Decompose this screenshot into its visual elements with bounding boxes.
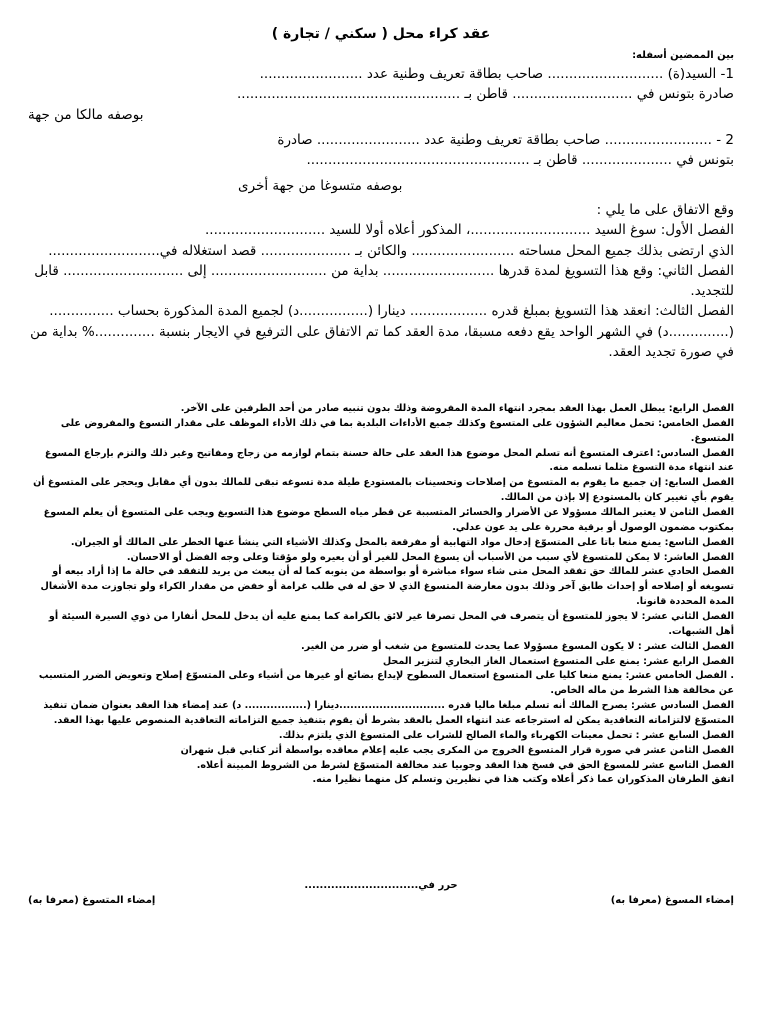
clause-19: الفصل التاسع عشر للمسوغ الحق في فسخ هذا العقد وجوبيا عند مخالفة المتسوّغ لشرط من الشروط المبينة أعلاه. bbox=[196, 759, 734, 771]
contract-page bbox=[28, 0, 734, 1024]
party2-line1: 2 - ......................... صاحب بطاقة تعريف وطنية عدد ........................ صادرة bbox=[277, 132, 734, 148]
party2-line2: بتونس في ..................... قاطن بـ .................................................... bbox=[306, 152, 734, 169]
signature-footer bbox=[28, 880, 734, 906]
clause-1-cont: الذي ارتضى بذلك جميع المحل مساحته ........................ والكائن بـ ..................... قصد استغلاله في.......................... bbox=[48, 242, 734, 259]
main-clauses bbox=[28, 200, 734, 362]
party1-role: بوصفه مالكا من جهة bbox=[28, 106, 144, 123]
clause-3: الفصل الثالث: انعقد هذا التسويغ بمبلغ قدره .................. دينارا (................د) لجميع المدة المذكورة بحساب ............... (..............د) في الشهر الواحد يقع دفعه مسبقا، مدة العقد كما تم الاتفاق على الترفيع في الايجار بنسبة ..............% بداية من في صورة تجديد العقد. bbox=[30, 303, 734, 360]
agreement-intro: وقع الاتفاق على ما يلي : bbox=[596, 202, 734, 218]
clause-4: الفصل الرابع: يبطل العمل بهذا العقد بمجرد انتهاء المدة المفروضة وذلك بدون تنبيه صادر من أحد الطرفين على الآخر. bbox=[180, 403, 734, 414]
signatures-row bbox=[28, 895, 734, 906]
party1-block bbox=[28, 64, 734, 125]
tenant-signature-label: إمضاء المتسوغ (معرفا به) bbox=[28, 895, 156, 906]
clause-8: الفصل الثامن لا يعتبر المالك مسؤولا عن الأضرار والخسائر المتسببة عن قطر مياه السطح موضوع هذا التسويغ ويجب على المتسوغ أن يعلم المسوغ بمكتوب مضمون الوصول أو برقية محررة على يد عون عدلي. bbox=[43, 507, 734, 533]
clause-17: الفصل السابع عشر : تحمل معينات الكهرباء والماء الصالح للشراب على المتسوغ الذي يلتزم بذلك. bbox=[278, 729, 734, 741]
page-title: عقد كراء محل ( سكني / تجارة ) bbox=[271, 26, 491, 42]
clause-1: الفصل الأول: سوغ السيد ............................، المذكور أعلاه أولا للسيد ............................ bbox=[204, 222, 734, 239]
party2-role: بوصفه متسوغا من جهة أخرى bbox=[238, 178, 403, 194]
clause-15: . الفصل الخامس عشر: يمنع منعا كليا على المتسوغ استعمال السطوح لإيداع بضائع أو غيرها من أشياء وعلى المتسوّغ إصلاح وتعويض الضرر المتسبب عن مخالفة هذا الشرط من ماله الخاص. bbox=[38, 670, 734, 697]
clause-7: الفصل السابع: إن جميع ما يقوم به المتسوغ من إصلاحات وتحسينات بالمستودع طيلة مدة تسوغه تبقى للمالك بدون أي مقابل ويحجر على المتسوغ أن يقوم بأي تغيير كان بالمستودع إلا بإذن من المالك. bbox=[33, 477, 734, 504]
party2-role-block bbox=[28, 176, 734, 196]
clause-14: الفصل الرابع عشر: يمنع على المتسوغ استعمال الغاز البخاري لتنزير المحل bbox=[382, 655, 734, 667]
clause-5: الفصل الخامس: تحمل معاليم الشؤون على المتسوغ وكذلك جميع الأداءات البلدية بما في ذلك الأداء الموظف على مقدار التسوغ والمفروض على المتسوغ. bbox=[60, 417, 734, 444]
clause-11: الفصل الحادي عشر للمالك حق تفقد المحل متى شاء سواء مباشرة أو بواسطة من ينوبه كما له أن يبعث من يريد للتفقد في حالة ما إذا أراد بيعه أو تسويغه أو إصلاحه أو إحداث طابق آخر وذلك بدون معارضة المتسوغ الذي لا حق له في طلب غرامة أو خفض من مقدار الكراء ولو تجاوزت مدة الأشغال المدة المحددة قانونا. bbox=[40, 566, 734, 608]
lessor-signature-label: إمضاء المسوغ (معرفا به) bbox=[610, 895, 734, 906]
parties-intro: بين الممضين أسفله: bbox=[632, 50, 734, 61]
clause-6: الفصل السادس: اعترف المتسوغ أنه تسلم المحل موضوع هذا العقد على حالة حسنة بتمام لوازمه من زجاج ومفاتيح وغير ذلك والتزم بإرجاع المسوغ عند انتهاء مدة التسوغ مثلما تسلمه منه. bbox=[44, 447, 734, 474]
clause-9: الفصل التاسع: يمنع منعا باتا على المتسوّغ إدخال مواد التهابية أو مفرقعة بالمحل وكذلك الأشياء التي ينشأ عنها الخطر على المالك أو الجيران. bbox=[70, 536, 734, 548]
party1-line2: صادرة بتونس في ............................ قاطن بـ .................................................... bbox=[236, 86, 734, 103]
clause-18: الفصل الثامن عشر في صورة قرار المتسوغ الخروج من المكرى يجب عليه إعلام معاقده بواسطة أثر كتابي قبل شهران bbox=[180, 744, 734, 756]
party2-block bbox=[28, 130, 734, 171]
clause-13: الفصل الثالث عشر : لا يكون المسوغ مسؤولا عما يحدث للمتسوغ من شغب أو ضرر من الغير. bbox=[300, 640, 734, 652]
party1-line1: 1- السيد(ة) ........................... صاحب بطاقة تعريف وطنية عدد ........................ bbox=[259, 66, 734, 82]
clause-16: الفصل السادس عشر: يصرح المالك أنه تسلم مبلغا ماليا قدره .............................دينارا (................. د) عند إمضاء هذا العقد بعنوان ضمان تنفيذ المتسوّغ لالتزاماته التعاقدية يمكن له استرجاعه عند انتهاء العمل بالعقد بشرط أن يقوم بتنفيذ جميع التزاماته التعاقدية المنصوص عليها بهذا العقد. bbox=[43, 700, 734, 727]
place-of-signing: حرر في.............................. bbox=[304, 880, 458, 891]
clause-10: الفصل العاشر: لا يمكن للمتسوغ لأي سبب من الأسباب أن يسوغ المحل للغير أو أن يعيره ولو مؤقتا وعلى وجه الفضل أو الاحسان. bbox=[126, 551, 734, 563]
closing-statement: اتفق الطرفان المذكوران عما ذكر أعلاه وكتب هذا في نظيرين وتسلم كل منهما نظيرا منه. bbox=[312, 774, 734, 786]
small-clauses bbox=[28, 402, 734, 788]
clause-12: الفصل الثاني عشر: لا يجوز للمتسوغ أن يتصرف في المحل تصرفا غير لائق بالكرامة كما يمنع عليه أن يدخل للمحل أنفارا من ذوي السيرة السيئة أو أهل الشبهات. bbox=[48, 611, 734, 637]
clause-2: الفصل الثاني: وقع هذا التسويغ لمدة قدرها .......................... بداية من ........................... إلى ............................ قابل للتجديد. bbox=[34, 262, 734, 299]
